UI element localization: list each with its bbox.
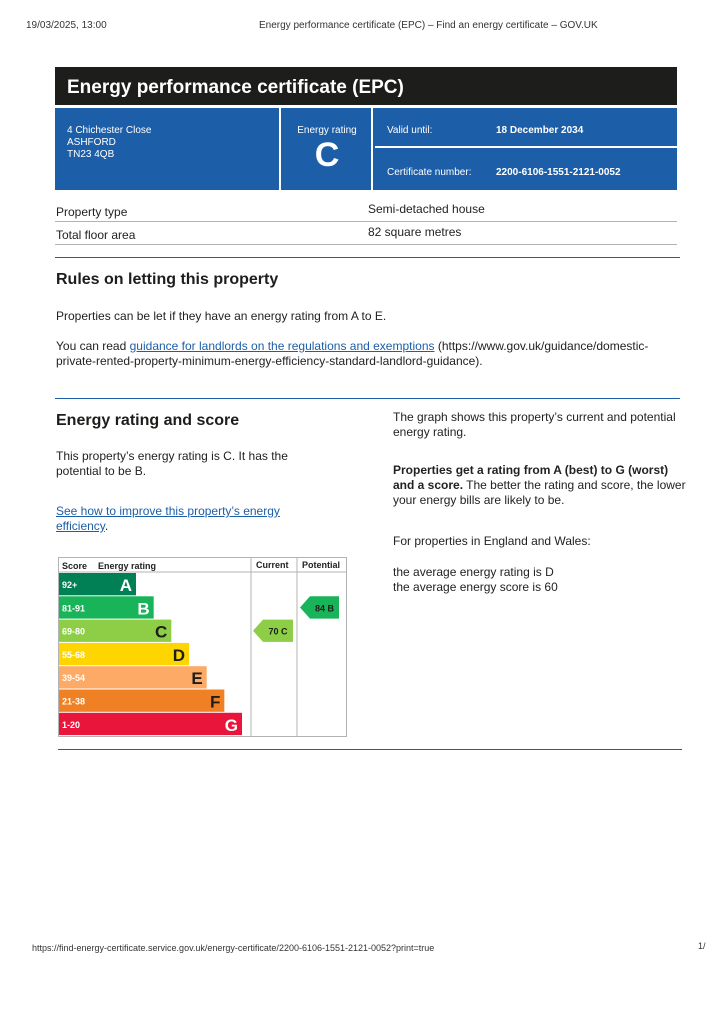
- band-letter-a: A: [119, 576, 132, 595]
- print-page-title: Energy performance certificate (EPC) – Find an energy certificate – GOV.UK: [259, 20, 598, 31]
- improve-efficiency-paragraph: [56, 504, 306, 534]
- rating-summary-paragraph: This property’s energy rating is C. It has the potential to be B.: [56, 449, 288, 478]
- band-letter-d: D: [172, 645, 185, 665]
- valid-until-value: 18 December 2034: [496, 125, 584, 136]
- address-line-2: ASHFORD: [67, 137, 116, 148]
- band-letter-b: B: [137, 599, 150, 619]
- letting-heading: Rules on letting this property: [56, 271, 279, 288]
- property-type-label: Property type: [56, 205, 128, 219]
- england-wales-intro: For properties in England and Wales:: [393, 534, 591, 548]
- energy-rating-label: Energy rating: [297, 125, 357, 136]
- band-bar-e: [95, 666, 207, 688]
- score-range-f: 21-38: [62, 696, 86, 707]
- graph-description: The graph shows this property’s current and potential energy rating.: [393, 410, 676, 439]
- score-range-d: 55-68: [62, 649, 86, 660]
- page-title: Energy performance certificate (EPC): [55, 67, 677, 105]
- address-line-1: 4 Chichester Close: [67, 125, 152, 136]
- average-score: the average energy score is 60: [393, 580, 558, 594]
- certificate-number-value: 2200-6106-1551-2121-0052: [496, 167, 621, 178]
- header-energy-rating: Energy rating: [98, 561, 157, 571]
- section-divider: [55, 398, 680, 399]
- energy-rating-chart: [58, 557, 347, 737]
- certificate-details: [375, 108, 677, 190]
- energy-rating-graph: [59, 558, 346, 736]
- score-range-a: 92+: [62, 580, 78, 590]
- band-bar-g: [95, 713, 242, 735]
- guidance-prefix: You can read: [56, 339, 130, 353]
- improve-link-suffix: .: [104, 519, 109, 533]
- valid-until-row: [375, 108, 677, 148]
- rating-explanation-rest: The better the rating and score, the lower your energy bills are likely to be.: [393, 478, 686, 507]
- score-range-c: 69-80: [62, 626, 86, 637]
- header-score: Score: [62, 561, 88, 571]
- section-divider: [58, 749, 682, 750]
- score-range-b: 81-91: [62, 603, 86, 614]
- rating-explanation-bold: Properties get a rating from A (best) to G (worst) and a score.: [393, 463, 669, 492]
- header-current: Current: [256, 560, 289, 570]
- letting-paragraph: Properties can be let if they have an energy rating from A to E.: [56, 309, 387, 323]
- potential-rating-label: 84 B: [314, 603, 335, 614]
- letting-guidance-paragraph: [56, 339, 656, 369]
- average-rating: the average energy rating is D: [393, 565, 554, 579]
- current-rating-label: 70 C: [268, 626, 288, 637]
- rating-explanation: [393, 463, 688, 508]
- energy-rating-heading: Energy rating and score: [56, 412, 240, 429]
- floor-area-value: 82 square metres: [368, 225, 462, 239]
- score-range-g: 1-20: [62, 719, 81, 730]
- energy-rating-box: [283, 108, 373, 190]
- score-range-e: 39-54: [62, 673, 86, 684]
- band-letter-f: F: [209, 692, 221, 712]
- page-number: 1/: [698, 941, 706, 951]
- print-datetime: 19/03/2025, 13:00: [26, 20, 107, 31]
- floor-area-label: Total floor area: [56, 228, 136, 242]
- property-address: [55, 108, 281, 190]
- band-bar-f: [95, 690, 224, 712]
- header-potential: Potential: [302, 560, 341, 570]
- guidance-link[interactable]: guidance for landlords on the regulations and exemptions: [129, 339, 435, 353]
- floor-area-row: [55, 223, 677, 245]
- certificate-number-label: Certificate number:: [387, 167, 472, 178]
- summary-panel: [55, 108, 677, 190]
- band-letter-c: C: [155, 622, 168, 642]
- improve-efficiency-link[interactable]: See how to improve this property’s energy efficiency: [56, 504, 280, 533]
- valid-until-label: Valid until:: [387, 125, 433, 136]
- address-line-3: TN23 4QB: [67, 149, 115, 160]
- section-divider: [55, 257, 680, 258]
- band-letter-g: G: [224, 715, 238, 735]
- energy-rating-letter: C: [314, 136, 340, 174]
- print-url: https://find-energy-certificate.service.gov.uk/energy-certificate/2200-6106-1551-2121-0052?print=true: [32, 943, 435, 953]
- certificate-number-row: [375, 150, 677, 190]
- guidance-url: (https://www.gov.uk/guidance/domestic-private-rented-property-minimum-energy-efficiency-standard-landlord-guidance).: [56, 339, 649, 368]
- property-type-row: [55, 200, 677, 222]
- property-type-value: Semi-detached house: [368, 202, 485, 216]
- band-letter-e: E: [191, 669, 203, 689]
